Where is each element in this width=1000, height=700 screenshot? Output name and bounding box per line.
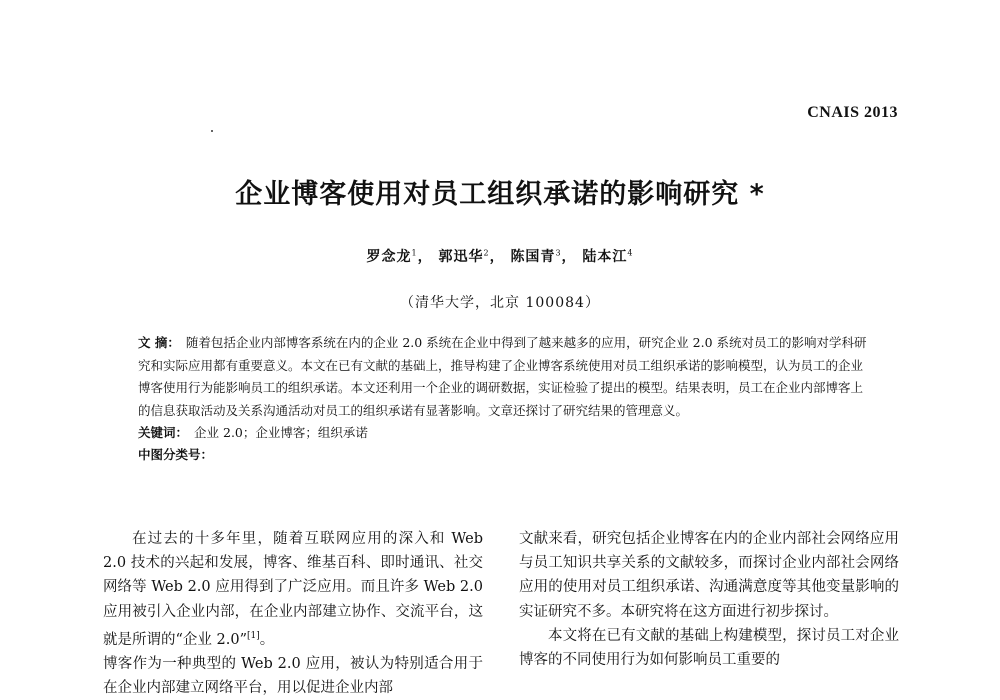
body-paragraph: 博客作为一种典型的 Web 2.0 应用，被认为特别适合用于在企业内部建立网络平台，用以促进企业内部: [103, 655, 483, 697]
author-separator: ，: [561, 249, 577, 265]
conference-tag: CNAIS 2013: [807, 104, 898, 121]
author-separator: ，: [489, 249, 505, 265]
author-mark: 3: [555, 248, 562, 258]
author-name: 陈国青: [510, 249, 556, 265]
abstract-text: 随着包括企业内部博客系统在内的企业 2.0 系统在企业中得到了越来越多的应用，研究企业 2.0 系统对员工的影响对学科研究和实际应用都有重要意义。本文在已有文献的基础上，推导构建了企业博客系统使用对员工组织承诺的影响模型，认为员工的企业博客使用行为能影响员工的组织承诺。本文还利用一个企业的调研数据，实证检验了提出的模型。结果表明，员工在企业内部博客上的信息获取活动及关系沟通活动对员工的组织承诺有显著影响。文章还探讨了研究结果的管理意义。: [138, 335, 867, 418]
body-paragraph: 本文将在已有文献的基础上构建模型，探讨员工对企业博客的不同使用行为如何影响员工重要的: [519, 627, 899, 669]
author-list: [0, 246, 1000, 266]
paper-title: 企业博客使用对员工组织承诺的影响研究 *: [235, 179, 765, 210]
author-mark: 2: [483, 248, 490, 258]
body-text: 在过去的十多年里，随着互联网应用的深入和 Web 2.0 技术的兴起和发展，博客、维基百科、即时通讯、社交网络等 Web 2.0 应用得到了广泛应用。而且许多 Web 2.0 应用被引入企业内部，在企业内部建立协作、交流平台，这就是所谓的“企业 2.0”: [103, 531, 483, 648]
author-mark: 4: [627, 248, 634, 258]
body-paragraph: 文献来看，研究包括企业博客在内的企业内部社会网络应用与员工知识共享关系的文献较多，而探讨企业内部社会网络应用的使用对员工组织承诺、沟通满意度等其他变量影响的实证研究不多。本研究将在这方面进行初步探讨。: [519, 531, 899, 620]
body-text: 。: [259, 631, 275, 648]
abstract-block: [138, 332, 870, 466]
keywords-label: 关键词：: [138, 425, 189, 440]
keywords-text: 企业 2.0；企业博客；组织承诺: [194, 425, 368, 440]
author-separator: ，: [417, 249, 433, 265]
keywords-line: [138, 422, 870, 444]
abstract-label: 文 摘：: [138, 335, 180, 350]
author-name: 陆本江: [582, 249, 628, 265]
body-paragraph: [103, 527, 483, 652]
author-name: 郭迅华: [438, 249, 484, 265]
body-column-left: [103, 527, 483, 700]
scan-dot: [211, 130, 213, 132]
citation-ref: [1]: [247, 630, 260, 641]
classification-label: 中图分类号：: [138, 447, 214, 462]
body-column-right: [519, 527, 899, 672]
affiliation: （清华大学，北京 100084）: [400, 295, 600, 311]
abstract-paragraph: [138, 332, 870, 422]
author-name: 罗念龙: [366, 249, 412, 265]
classification-line: [138, 444, 870, 466]
author-mark: 1: [411, 248, 418, 258]
